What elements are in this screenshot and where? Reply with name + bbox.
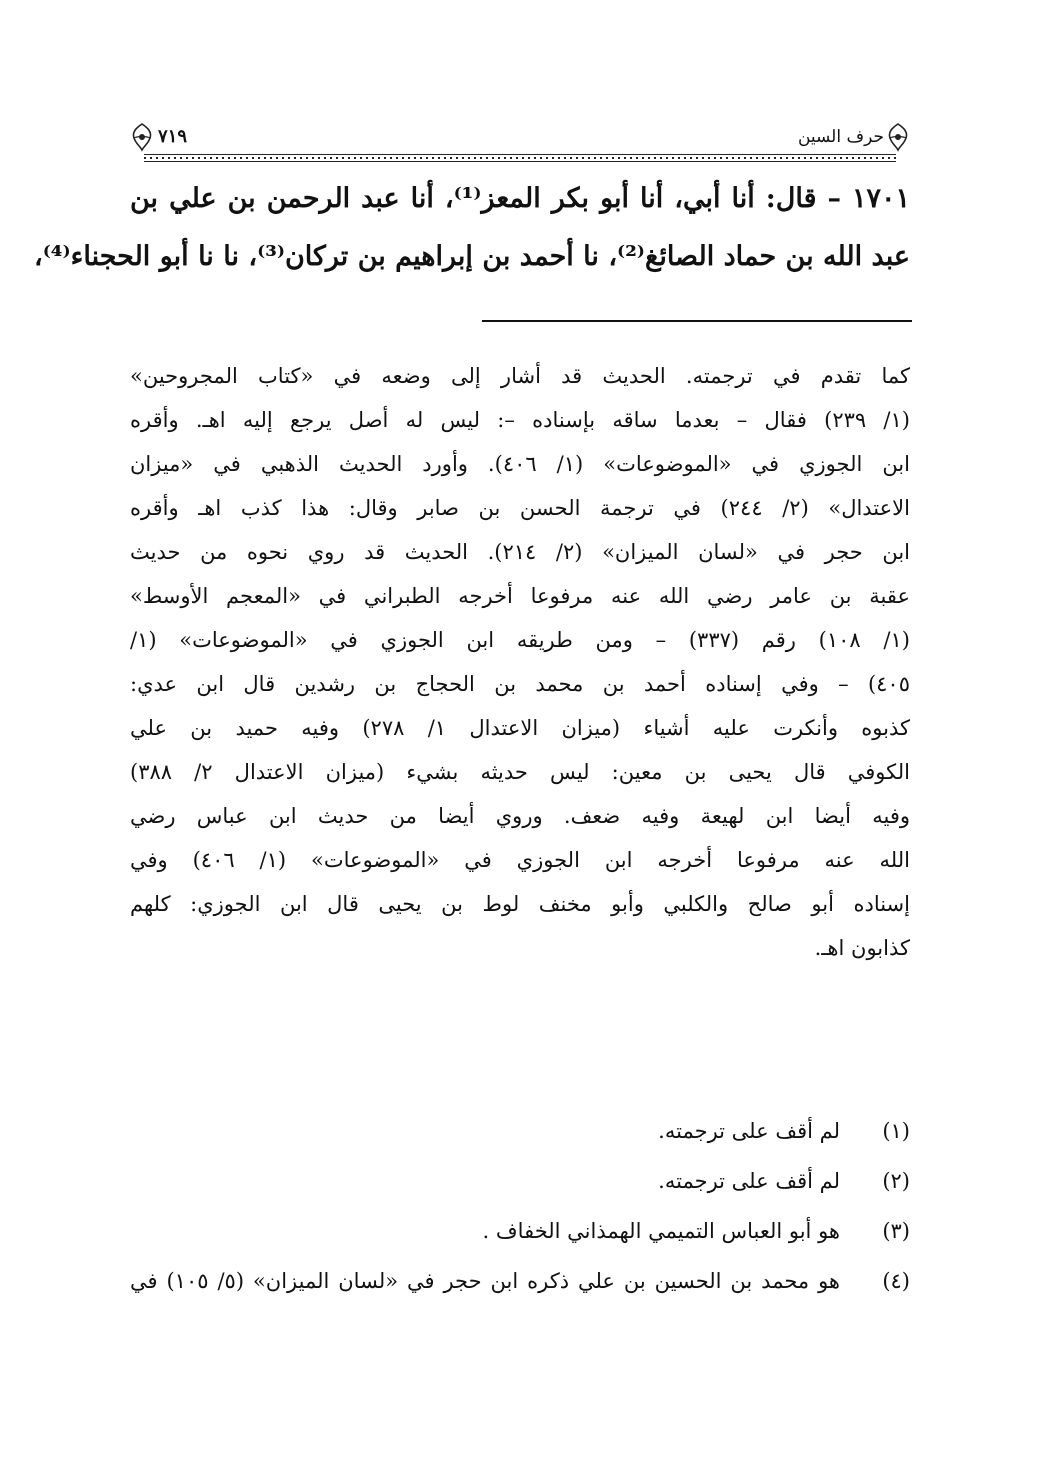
- footnote-separator: [482, 320, 912, 322]
- hadith-line: ١٧٠١ – قال: أنا أبي، أنا أبو بكر المعز⁽¹⁾، أنا عبد الرحمن بن علي بن: [130, 183, 910, 214]
- footnote-list: [130, 1106, 910, 1306]
- footnote-number: (٢): [882, 1169, 910, 1193]
- footnote-line: (١/ ٢٣٩) فقال – بعدما ساقه بإسناده –: ليس له أصل يرجع إليه اهـ. وأقره: [130, 408, 910, 432]
- footnote-line: عقبة بن عامر رضي الله عنه مرفوعا أخرجه الطبراني في «المعجم الأوسط»: [130, 584, 910, 608]
- footnote-text: لم أقف على ترجمته.: [658, 1119, 840, 1143]
- footnote-line: ابن حجر في «لسان الميزان» (٢/ ٢١٤). الحديث قد روي نحوه من حديث: [130, 540, 910, 564]
- footnote-text: لم أقف على ترجمته.: [658, 1169, 840, 1193]
- footnote-continuation: [130, 354, 910, 970]
- footnote-line: الاعتدال» (٢/ ٢٤٤) في ترجمة الحسن بن صابر وقال: هذا كذب اهـ وأقره: [130, 496, 910, 520]
- header-ornament-right-icon: [886, 122, 910, 152]
- footnote-line: الكوفي قال يحيى بن معين: ليس حديثه بشيء (ميزان الاعتدال ٢/ ٣٨٨): [130, 760, 910, 784]
- header-divider: [144, 154, 896, 162]
- footnote-number: (٣): [882, 1219, 910, 1243]
- footnote-line: إسناده أبو صالح والكلبي وأبو مخنف لوط بن يحيى قال ابن الجوزي: كلهم: [130, 892, 910, 916]
- footnote-line: (١/ ١٠٨) رقم (٣٣٧) – ومن طريقه ابن الجوزي في «الموضوعات» (١/: [130, 628, 910, 652]
- footnote-number: (٤): [882, 1269, 910, 1293]
- footnote-text: هو محمد بن الحسين بن علي ذكره ابن حجر في «لسان الميزان» (٥/ ١٠٥) في: [130, 1269, 840, 1293]
- hadith-line: عبد الله بن حماد الصائغ⁽²⁾، نا أحمد بن إبراهيم بن تركان⁽³⁾، نا نا أبو الحجناء⁽⁴⁾،: [34, 241, 910, 272]
- chapter-title: حرف السين: [797, 127, 884, 147]
- header-ornament-left-icon: [130, 122, 154, 152]
- running-header: [130, 112, 910, 158]
- footnote-item: [130, 1206, 910, 1256]
- footnote-text: هو أبو العباس التميمي الهمذاني الخفاف .: [482, 1219, 840, 1243]
- footnote-item: [130, 1156, 910, 1206]
- footnote-line: ٤٠٥) – وفي إسناده أحمد بن محمد بن الحجاج بن رشدين قال ابن عدي:: [130, 672, 910, 696]
- footnote-item: [130, 1106, 910, 1156]
- footnote-number: (١): [882, 1119, 910, 1143]
- footnote-line: كذابون اهـ.: [814, 936, 910, 960]
- footnote-line: كذبوه وأنكرت عليه أشياء (ميزان الاعتدال ١/ ٢٧٨) وفيه حميد بن علي: [130, 716, 911, 740]
- footnote-line: ابن الجوزي في «الموضوعات» (١/ ٤٠٦). وأورد الحديث الذهبي في «ميزان: [130, 452, 910, 476]
- hadith-text: [34, 170, 910, 286]
- footnote-line: الله عنه مرفوعا أخرجه ابن الجوزي في «الموضوعات» (١/ ٤٠٦) وفي: [130, 848, 910, 872]
- footnote-item: [130, 1256, 910, 1306]
- page-number: ٧١٩: [158, 126, 188, 147]
- footnote-line: وفيه أيضا ابن لهيعة وفيه ضعف. وروي أيضا من حديث ابن عباس رضي: [130, 804, 910, 828]
- footnote-line: كما تقدم في ترجمته. الحديث قد أشار إلى وضعه في «كتاب المجروحين»: [130, 364, 910, 388]
